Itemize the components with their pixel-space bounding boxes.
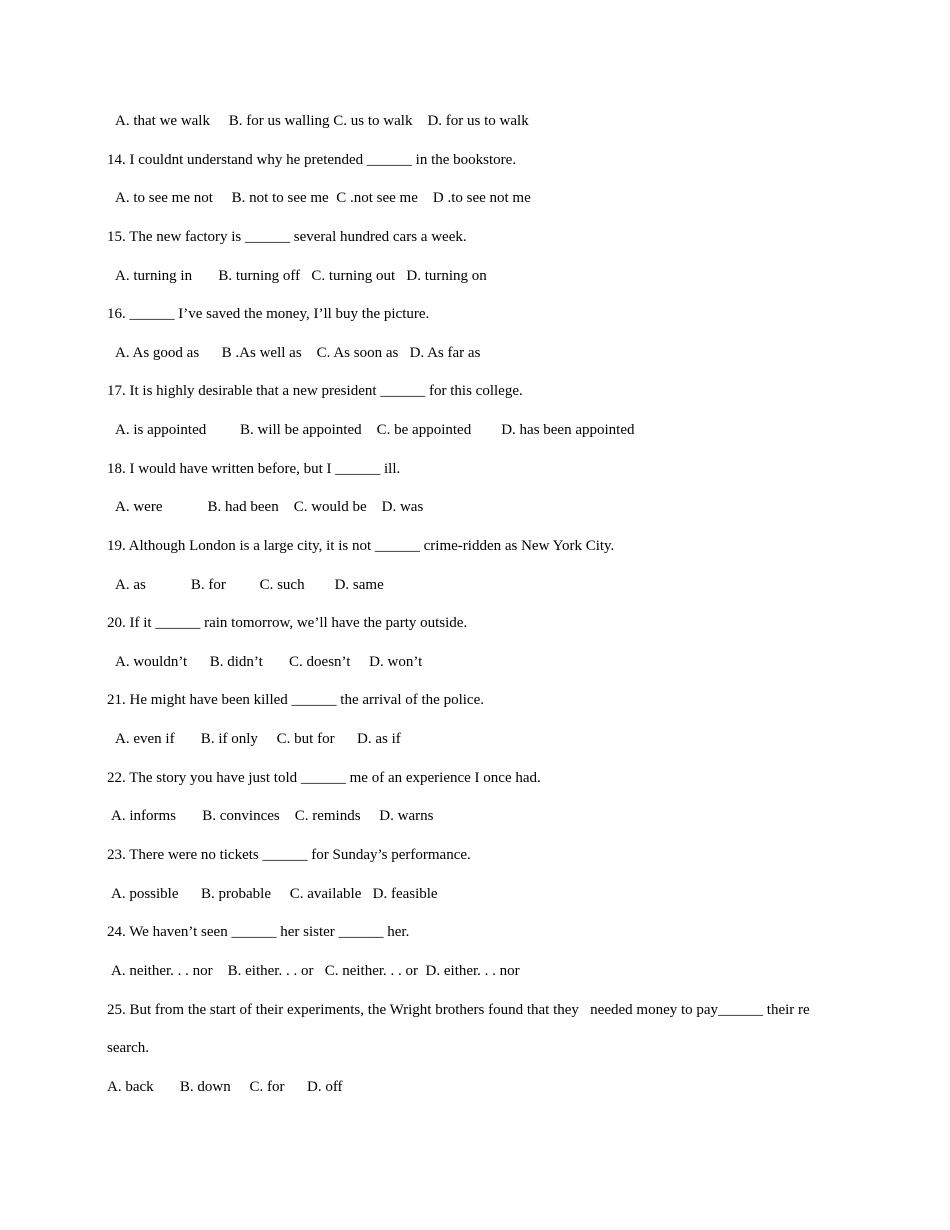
q18-question: 18. I would have written before, but I ______ ill. — [107, 461, 401, 477]
q22-options: A. informs B. convinces C. reminds D. warns — [111, 808, 434, 824]
q25-question-continuation: search. — [107, 1040, 150, 1056]
q16-question: 16. ______ I’ve saved the money, I’ll buy the picture. — [107, 306, 430, 322]
q15-options: A. turning in B. turning off C. turning out D. turning on — [115, 268, 487, 284]
q24-options: A. neither. . . nor B. either. . . or C. neither. . . or D. either. . . nor — [111, 963, 520, 979]
q23-question: 23. There were no tickets ______ for Sunday’s performance. — [107, 847, 471, 863]
q25-options: A. back B. down C. for D. off — [107, 1079, 343, 1095]
q17-question: 17. It is highly desirable that a new president ______ for this college. — [107, 383, 523, 399]
q21-options: A. even if B. if only C. but for D. as if — [115, 731, 401, 747]
q15-question: 15. The new factory is ______ several hundred cars a week. — [107, 229, 467, 245]
q14-options: A. to see me not B. not to see me C .not see me D .to see not me — [115, 190, 531, 206]
q19-options: A. as B. for C. such D. same — [115, 577, 384, 593]
q23-options: A. possible B. probable C. available D. feasible — [111, 886, 438, 902]
q14-question: 14. I couldnt understand why he pretended ______ in the bookstore. — [107, 152, 517, 168]
q22-question: 22. The story you have just told ______ me of an experience I once had. — [107, 770, 541, 786]
q20-question: 20. If it ______ rain tomorrow, we’ll have the party outside. — [107, 615, 468, 631]
q16-options: A. As good as B .As well as C. As soon as D. As far as — [115, 345, 481, 361]
q20-options: A. wouldn’t B. didn’t C. doesn’t D. won’t — [115, 654, 423, 670]
q18-options: A. were B. had been C. would be D. was — [115, 499, 424, 515]
q25-question: 25. But from the start of their experiments, the Wright brothers found that they needed money to pay______ their re — [107, 1002, 810, 1018]
q13-options: A. that we walk B. for us walling C. us to walk D. for us to walk — [115, 113, 529, 129]
q24-question: 24. We haven’t seen ______ her sister ______ her. — [107, 924, 410, 940]
q21-question: 21. He might have been killed ______ the arrival of the police. — [107, 692, 484, 708]
q17-options: A. is appointed B. will be appointed C. be appointed D. has been appointed — [115, 422, 635, 438]
q19-question: 19. Although London is a large city, it is not ______ crime-ridden as New York City. — [107, 538, 615, 554]
